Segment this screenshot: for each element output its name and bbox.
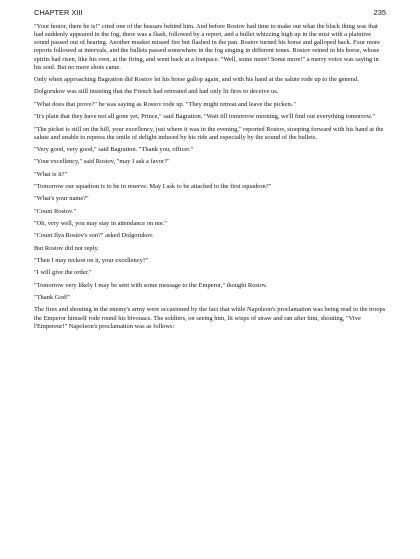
paragraph: "What's your name?" [34, 195, 89, 203]
paragraph: "The picket is still on the hill, your excellency, just where it was in the evening," reported Rostov, stooping forward with his hand at the salute and unable to repress the smile of delight induced by his ride and especially by the sound of the bullets. [34, 125, 384, 141]
paragraph: "Then I may reckon on it, your excellency?" [34, 257, 149, 265]
paragraph: "It's plain that they have not all gone yet, Prince," said Bagration. "Wait till tomorrow morning, we'll find out everything tomorrow." [34, 113, 376, 121]
paragraph: "Your honor, there he is!" cried one of the hussars behind him. And before Rostov had time to make out what the black thing was that had suddenly appeared in the fog, there was a flash, followed by a report, and a bullet whizzing high up in the mist with a plaintive sound passed out of hearing. Another musket missed fire but flashed in the pan. Rostov turned his horse and galloped back. Four more reports followed at intervals, and the bullets passed somewhere in the fog singing in different tones. Rostov reined in his horse, whose spirits had risen, like his own, at the firing, and went back at a footpace. "Well, some more! Some more!" a merry voice was saying in his soul. But no more shots came. [34, 23, 380, 71]
paragraph: "What does that prove?" he was saying as Rostov rode up. "They might retreat and leave the pickets." [34, 100, 297, 108]
paragraph: Dolgorukov was still insisting that the French had retreated and had only lit fires to deceive us. [34, 88, 279, 96]
paragraph: "I will give the order." [34, 269, 92, 277]
paragraph: "Count Rostov." [34, 207, 77, 215]
paragraph: "Very good, very good," said Bagration. "Thank you, officer." [34, 146, 194, 153]
paragraph: "Count Ilya Rostov's son?" asked Dolgorukov. [34, 232, 154, 240]
running-head [34, 8, 386, 17]
paragraph: "Tomorrow very likely I may be sent with some message to the Emperor," thought Rostov. [34, 281, 268, 289]
body-text [34, 23, 386, 331]
page-number: 235 [373, 8, 386, 17]
paragraph: "Your excellency," said Rostov, "may I ask a favor?" [34, 158, 170, 166]
paragraph: The fires and shouting in the enemy's army were occasioned by the fact that while Napoleon's proclamation was being read to the troops the Emperor himself rode round his bivouacs. The soldiers, on seeing him, lit wisps of straw and ran after him, shouting, "Vive l'Empereur!" Napoleon's proclamation was as follows: [34, 306, 386, 330]
paragraph: "Thank God!" [34, 294, 71, 302]
book-page [34, 8, 386, 335]
paragraph: "What is it?" [34, 170, 68, 178]
paragraph: Only when approaching Bagration did Rostov let his horse gallop again, and with his hand at the salute rode up to the general. [34, 76, 360, 84]
chapter-heading: CHAPTER XIII [34, 8, 83, 17]
paragraph: But Rostov did not reply. [34, 244, 99, 252]
paragraph: "Tomorrow our squadron is to be in reserve. May I ask to be attached to the first squadron?" [34, 183, 272, 191]
paragraph: "Oh, very well, you may stay in attendance on me." [34, 220, 167, 228]
